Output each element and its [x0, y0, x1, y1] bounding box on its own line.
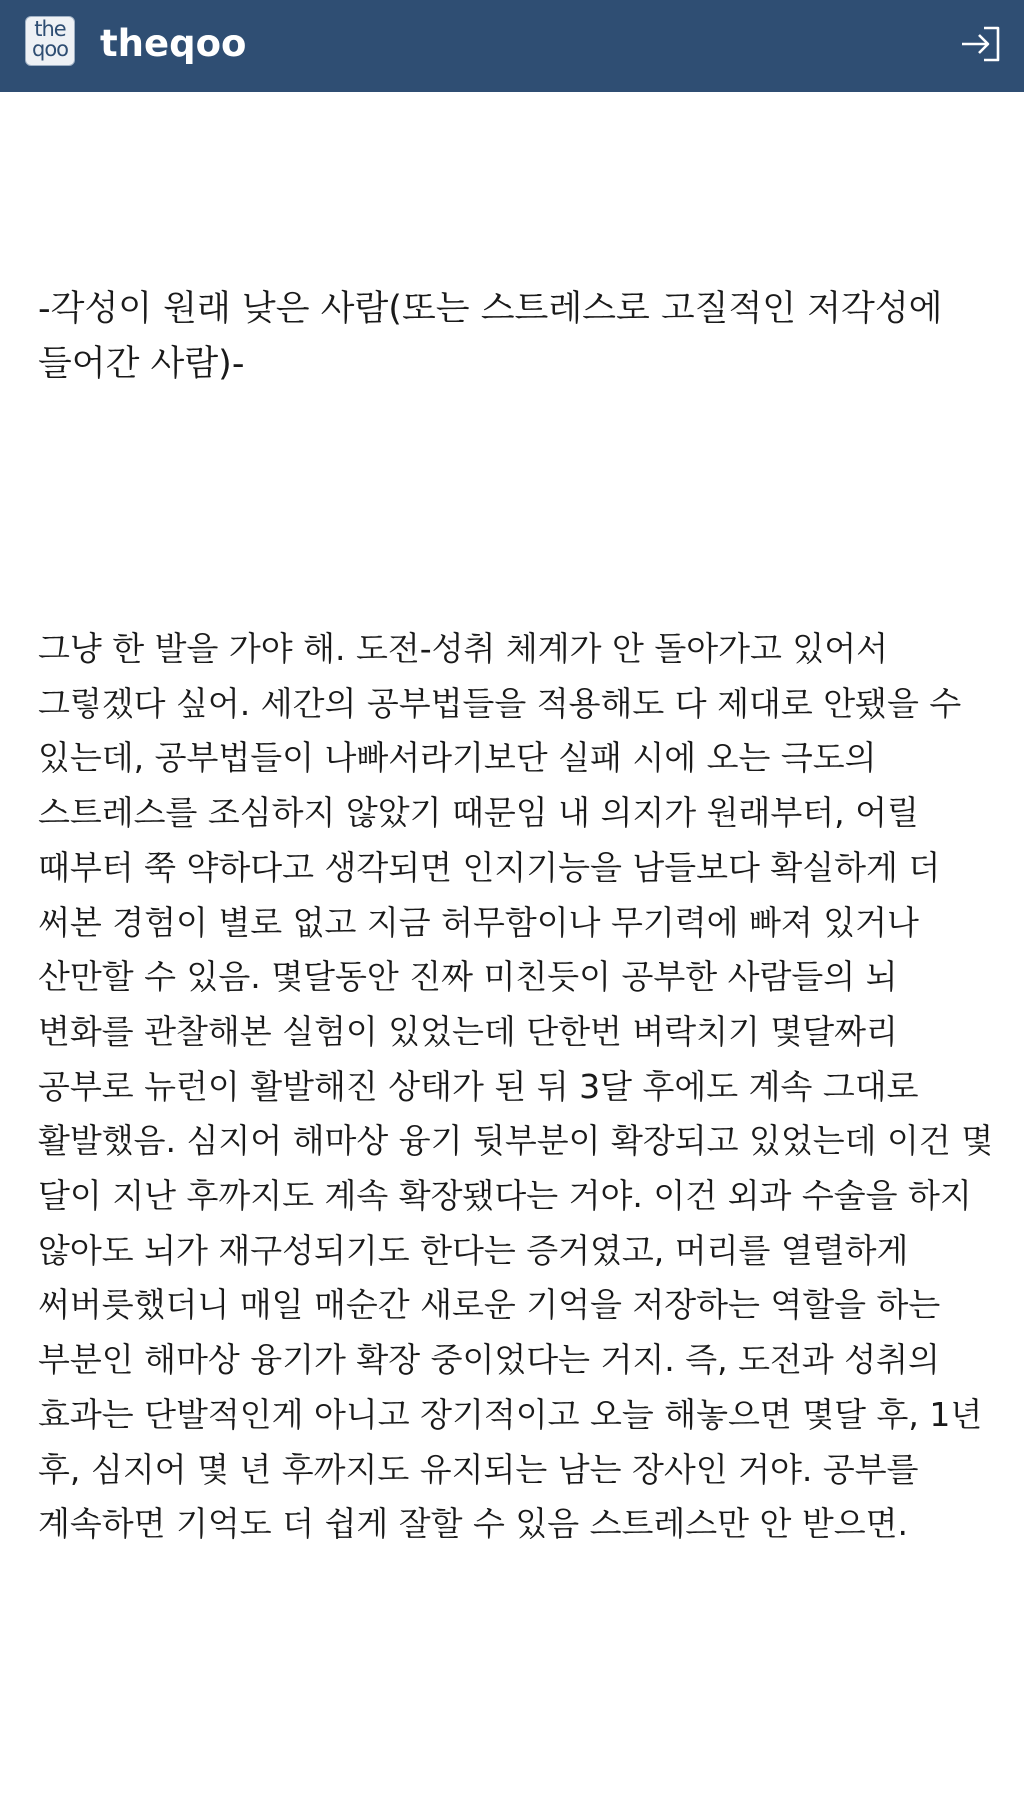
site-name[interactable]: theqoo — [100, 22, 247, 65]
login-button[interactable] — [958, 22, 1006, 66]
site-logo[interactable] — [25, 16, 75, 66]
post-body: 그냥 한 발을 가야 해. 도전-성취 체계가 안 돌아가고 있어서 그렇겠다 싶어. 세간의 공부법들을 적용해도 다 제대로 안됐을 수 있는데, 공부법들이 나빠서라기보단 실패 시에 오는 극도의 스트레스를 조심하지 않았기 때문임 내 의지가 원래부터, 어릴 때부터 쭉 약하다고 생각되면 인지기능을 남들보다 확실하게 더 써본 경험이 별로 없고 지금 허무함이나 무기력에 빠져 있거나 산만할 수 있음. 몇달동안 진짜 미친듯이 공부한 사람들의 뇌 변화를 관찰해본 실험이 있었는데 단한번 벼락치기 몇달짜리 공부로 뉴런이 활발해진 상태가 된 뒤 3달 후에도 계속 그대로 활발했음. 심지어 해마상 융기 뒷부분이 확장되고 있었는데 이건 몇 달이 지난 후까지도 계속 확장됐다는 거야. 이건 외과 수술을 하지 않아도 뇌가 재구성되기도 한다는 증거였고, 머리를 열렬하게 써버릇했더니 매일 매순간 새로운 기억을 저장하는 역할을 하는 부분인 해마상 융기가 확장 중이었다는 거지. 즉, 도전과 성취의 효과는 단발적인게 아니고 장기적이고 오늘 해놓으면 몇달 후, 1년 후, 심지어 몇 년 후까지도 유지되는 남는 장사인 거야. 공부를 계속하면 기억도 더 쉽게 잘할 수 있음 스트레스만 안 받으면. — [38, 629, 994, 1544]
top-navigation-bar — [0, 0, 1024, 92]
logo-text-bottom: qoo — [31, 37, 69, 61]
logo-text-top: the — [34, 17, 66, 41]
login-icon — [958, 22, 1006, 66]
post-heading: -각성이 원래 낮은 사람(또는 스트레스로 고질적인 저각성에 들어간 사람)- — [38, 289, 943, 384]
